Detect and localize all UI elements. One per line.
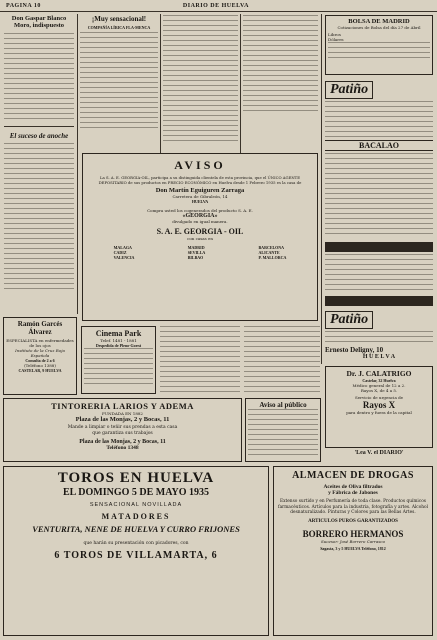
drogas-address: Sagasta, 3 y 5 HUELVA Teléfono, 1812 (320, 545, 386, 551)
aviso-address: Carretera de Gibraleón, 14 (172, 194, 228, 199)
tintoreria-phone: Teléfono 1348 (106, 445, 139, 451)
cinema-phone: Telef. 1481 - 1881 (100, 338, 137, 343)
bacalao-title: BACALAO (325, 140, 433, 151)
column-3 (163, 15, 238, 150)
bacalao-prices (325, 153, 433, 238)
headline-sensacional: ¡Muy sensacional! (91, 15, 147, 23)
calatrigo-rayos: Rayos X (362, 400, 396, 410)
calatrigo-hours2: Rayos X, de 4 a 5. (360, 388, 398, 393)
aviso-cities (87, 245, 313, 260)
column-4 (243, 15, 318, 120)
aviso-company2: con casas en (187, 236, 213, 241)
article-body (4, 33, 74, 123)
article-body-suceso (4, 143, 74, 293)
cinema-park-ad (81, 326, 156, 394)
city-madrid: MADRID (187, 245, 205, 250)
city-barcelona: BARCELONA (258, 245, 285, 250)
garces-address: CASTELAR, 9 HUELVA (18, 368, 62, 373)
cities-mid (188, 245, 206, 260)
subhead-compania: COMPAÑÍA LÍRICA FLA-MENCA (87, 25, 151, 30)
calatrigo-ad (325, 366, 433, 448)
column-rule (160, 14, 161, 154)
toros-matadores: MATADORES (101, 512, 171, 521)
toros-bulls: 6 TOROS DE VILLAMARTA, 6 (54, 550, 218, 561)
garces-inst: Instituto de la Cruz Roja Española (15, 348, 65, 358)
page-header (0, 0, 437, 12)
column-2 (80, 15, 158, 150)
garces-hours: Consulta de 2 a 6 (25, 358, 55, 363)
tintoreria-title: TINTORERIA LARIOS Y ADEMA (51, 401, 194, 411)
bacalao-list (325, 140, 433, 240)
bolsa-row: Dólares (328, 37, 344, 42)
city-alicante: ALICANTE (258, 250, 280, 255)
drogas-ad (273, 466, 433, 636)
article-body-col3 (163, 15, 238, 145)
city-bilbao: BILBAO (187, 255, 204, 260)
article-body-col4 (243, 15, 318, 115)
patino-ad-1 (325, 78, 433, 138)
drogas-title: ALMACEN DE DROGAS (292, 470, 414, 481)
garces-name: Ramón Garcés Álvarez (17, 320, 63, 336)
calatrigo-address: Castelar, 32 Huelva (362, 378, 396, 383)
tintoreria-slogan2: que garantiza sus trabajos (92, 431, 153, 436)
right-ad-lines (325, 254, 433, 292)
garces-phone: (Teléfono 1388) (24, 363, 56, 368)
patino-text (325, 101, 433, 138)
toros-novillada: SENSACIONAL NOVILLADA (89, 502, 183, 508)
bolsa-row: Libros (328, 32, 341, 37)
toros-title: TOROS EN HUELVA (57, 470, 215, 486)
aviso-georgia-oil (82, 153, 318, 321)
aviso-publico-text (248, 409, 318, 457)
patino-logo-2: Patiño (325, 311, 373, 329)
aviso-city: HUELVA (191, 199, 209, 204)
drogas-sub3: ARTICULOS PUROS GARANTIZADOS (308, 518, 398, 524)
column-mid-text (160, 326, 240, 394)
aviso-name: Don Martín Eguiguren Zarraga (155, 187, 245, 194)
city-cadiz: CADIZ (113, 250, 127, 255)
lea-diario (325, 450, 433, 462)
article-body-mid-2 (244, 326, 320, 394)
drogas-sub1: Aceites de Oliva filtrados (323, 484, 383, 490)
column-rule (240, 14, 241, 154)
headline-suceso: El suceso de anoche (9, 132, 69, 140)
paper-name: DIARIO DE HUELVA (182, 2, 249, 9)
tintoreria-founded: FUNDADA EN 1882 (102, 411, 143, 416)
calatrigo-service: Servicio de urgencia de (354, 395, 404, 400)
aviso-line2: Compra usted los cogenerados del producto S. A. E. (147, 208, 253, 213)
deligny-name: Ernesto Deligny, 10 (325, 346, 384, 354)
lea-text: 'Lea V. el DIARIO' (354, 450, 404, 456)
deligny-city: H U E L V A (362, 354, 396, 360)
cities-right (259, 245, 287, 260)
toros-ad (3, 466, 269, 636)
tintoreria-ad (3, 398, 242, 462)
toros-date: EL DOMINGO 5 DE MAYO 1935 (62, 487, 210, 498)
garces-ad (3, 317, 77, 395)
garces-role: ESPECIALISTA en enfermedades de los ojos (6, 338, 74, 348)
aviso-brand: «GEORGIA» (182, 213, 218, 219)
city-malaga: MALAGA (113, 245, 132, 250)
drogas-body: Extenso surtido y en Perfumería de toda clase. Productos químicos farmacéuticos. Artículos para la industria, fotografía y artes. Alcohol desnaturalizado. Pinturas y Colores para las Bellas Artes. (277, 499, 429, 515)
column-rule (77, 14, 78, 314)
article-body-mid (160, 326, 240, 394)
drogas-successor: Sucesor: José Borrero Carrasco (320, 538, 386, 544)
drogas-sub2: y Fábrica de Jabones (328, 490, 378, 496)
calatrigo-name: Dr. J. CALATRIGO (346, 369, 412, 378)
patino-logo-1: Patiño (325, 81, 373, 99)
column-1 (4, 15, 74, 295)
aviso-line3: divulgado en igual manera. (172, 219, 228, 224)
column-rule (321, 14, 322, 364)
patino-text-2 (325, 331, 433, 346)
tintoreria-slogan1: Mande a limpiar o teñir sus prendas a esta casa (67, 425, 178, 430)
bolsa-title: BOLSA DE MADRID (348, 18, 410, 25)
toros-cuadrillas: que harán su presentación con picadores, con (83, 541, 189, 546)
city-valencia: VALENCIA (113, 255, 135, 260)
right-ad-text (325, 254, 433, 294)
cities-left (114, 245, 135, 260)
calatrigo-hours: Médico general de 12 a 2. (352, 383, 406, 388)
page-number: PAGINA 10 (6, 2, 41, 9)
aviso-publico-title: Aviso al público (259, 401, 307, 409)
tintoreria-address2: Plaza de las Monjas, 2 y Bocas, 11 (79, 439, 166, 445)
cinema-subtitle: Despedida de Pleno-Gorrá (95, 343, 142, 348)
tintoreria-address: Plaza de las Monjas, 2 y Bocas, 11 (75, 416, 170, 423)
column-mid-text-2 (244, 326, 320, 394)
aviso-line1: La S. A. E. GEORGIA-OIL, participa a su distinguida clientela de esta provincia, que el ÚNICO AGENTE DEPOSITARIO de sus productos en PRECIO ECONÓMICO en Huelva desde 1 Febrero 1935 es la casa de (98, 175, 302, 185)
drogas-firm: BORRERO HERMANOS (302, 528, 404, 539)
cinema-text (84, 348, 153, 386)
article-body-compania (80, 32, 158, 132)
calatrigo-service3: para dentro y fuera de la capital (346, 410, 412, 415)
bolsa-subtitle: Cotizaciones de Bolsa del día 27 de Abril (337, 25, 421, 30)
toros-names: VENTURITA, NENE DE HUELVA Y CURRO FRIJONES (32, 524, 240, 534)
bolsa-rows (328, 42, 430, 60)
aviso-title: AVISO (174, 158, 226, 172)
patino-ad-2 (325, 308, 433, 363)
headline-blanco-moro: Don Gaspar Blanco Moro, indispuesto (11, 15, 67, 29)
aviso-publico-ad (245, 398, 321, 462)
ad-strip (325, 296, 433, 306)
cinema-title: Cinema Park (95, 329, 142, 338)
city-mallorca: P. MALLORCA (258, 255, 287, 260)
city-sevilla: SEVILLA (187, 250, 206, 255)
ad-strip (325, 242, 433, 252)
bolsa-madrid (325, 15, 433, 75)
aviso-company: S. A. E. GEORGIA - OIL (156, 227, 244, 236)
